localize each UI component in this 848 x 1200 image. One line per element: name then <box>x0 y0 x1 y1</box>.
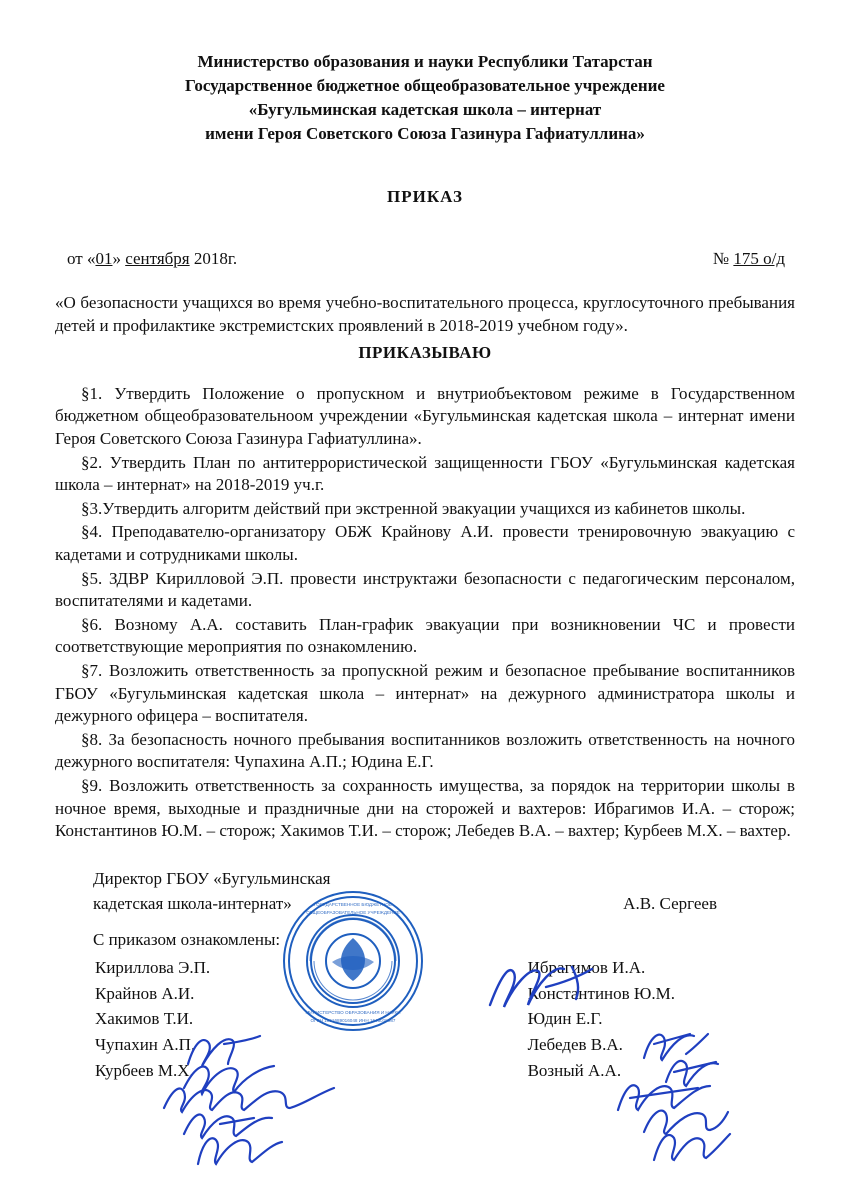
document-body <box>55 383 795 843</box>
list-item: Крайнов А.И. <box>95 983 195 1003</box>
document-number <box>713 249 785 269</box>
order-item: §6. Возному А.А. составить План-график эвакуации при возникновении ЧС и провести соответствующие мероприятия по ознакомлению. <box>55 614 795 657</box>
signature-block <box>55 867 795 1084</box>
acknowledgement-label: С приказом ознакомлены: <box>93 930 281 950</box>
order-item: §3.Утвердить алгоритм действий при экстренной эвакуации учащихся из кабинетов школы. <box>81 498 746 518</box>
list-item: Чупахин А.П. <box>95 1035 196 1055</box>
signature-khakimov <box>158 1078 348 1118</box>
number-value: 175 о/д <box>733 248 785 268</box>
command-word: ПРИКАЗЫВАЮ <box>358 342 492 362</box>
date-quote: » <box>112 248 121 268</box>
acknowledgement-left-column <box>55 955 210 1084</box>
list-item: Лебедев В.А. <box>527 1035 623 1055</box>
order-item: §1. Утвердить Положение о пропускном и внутриобъектовом режиме в Государственном бюджетном общеобразовательноом учреждении «Бугульминская кадетская школа – интернат имени Героя Советского Союза Газинура Гафиатуллина». <box>55 383 795 448</box>
director-title-part-2: кадетская школа-интернат» <box>93 893 292 913</box>
header-line-1: Министерство образования и науки Республики Татарстан <box>197 52 653 71</box>
order-item: §2. Утвердить План по антитеррористической защищенности ГБОУ «Бугульминская кадетская школа – интернат» на 2018-2019 уч.г. <box>55 452 795 495</box>
date-and-number-row <box>55 249 795 269</box>
acknowledgement-columns <box>55 955 795 1084</box>
svg-text:ГОСУДАРСТВЕННОЕ БЮДЖЕТНОЕ: ГОСУДАРСТВЕННОЕ БЮДЖЕТНОЕ <box>313 902 393 907</box>
list-item: Кириллова Э.П. <box>95 957 211 977</box>
header-line-3: «Бугульминская кадетская школа – интернат <box>248 100 602 120</box>
document-subject: «О безопасности учащихся во время учебно-воспитательного процесса, круглосуточного пребывания детей и профилактике экстремистских проявлений в 2018-2019 учебном году». <box>55 292 795 335</box>
svg-text:МИНИСТЕРСТВО ОБРАЗОВАНИЯ И НАУ: МИНИСТЕРСТВО ОБРАЗОВАНИЯ И НАУКИ <box>305 1010 401 1015</box>
header-line-4: имени Героя Советского Союза Газинура Гафиатуллина» <box>205 124 645 144</box>
director-name: А.В. Сергеев <box>623 893 717 913</box>
list-item: Возный А.А. <box>527 1061 622 1081</box>
list-item: Константинов Ю.М. <box>527 983 675 1003</box>
header-line-2: Государственное бюджетное общеобразовательное учреждение <box>185 76 665 96</box>
svg-text:ОБЩЕОБРАЗОВАТЕЛЬНОЕ УЧРЕЖДЕНИЕ: ОБЩЕОБРАЗОВАТЕЛЬНОЕ УЧРЕЖДЕНИЕ <box>306 910 400 915</box>
signature-vozny <box>646 1126 736 1168</box>
order-item: §9. Возложить ответственность за сохранность имущества, за порядок на территории школы в ночное время, выходные и праздничные дни на сторожей и вахтеров: Ибрагимов И.А. – сторож; Константинов Ю.М. – сторож; Хакимов Т.И. – сторож; Лебедев В.А. – вахтер; Курбеев М.Х. – вахтер. <box>55 776 795 841</box>
order-item: §7. Возложить ответственность за пропускной режим и безопасное пребывание воспитанников ГБОУ «Бугульминская кадетская школа – интернат» на дежурного администратора школы и дежурного офицера – воспитателя. <box>55 661 795 726</box>
signature-chupakhin <box>176 1104 286 1144</box>
number-label: № <box>712 248 730 268</box>
list-item: Юдин Е.Г. <box>527 1009 603 1029</box>
order-title: ПРИКАЗ <box>387 186 463 206</box>
order-item: §4. Преподавателю-организатору ОБЖ Крайнову А.И. провести тренировочную эвакуацию с кадетами и сотрудниками школы. <box>55 522 795 564</box>
list-item: Ибрагимов И.А. <box>527 957 646 977</box>
director-title-part-1: Директор ГБОУ «Бугульминская <box>93 868 331 888</box>
document-date <box>67 249 237 269</box>
svg-text:ОГРН 1051689016048 ИНН 1645019: ОГРН 1051689016048 ИНН 1645019987 <box>310 1018 396 1023</box>
director-title-line-2 <box>55 892 795 917</box>
signature-kurbeev <box>190 1130 290 1170</box>
list-item: Курбеев М.Х. <box>95 1061 194 1081</box>
signature-lebedev <box>636 1100 736 1142</box>
list-item: Хакимов Т.И. <box>95 1009 194 1029</box>
order-item: §5. ЗДВР Кирилловой Э.П. провести инструктажи безопасности с педагогическим персоналом, воспитателями и кадетами. <box>55 568 795 611</box>
date-prefix: от « <box>67 248 96 268</box>
date-year: 2018г. <box>193 248 238 268</box>
director-title-line-1 <box>55 867 795 892</box>
date-month: сентября <box>125 248 190 268</box>
acknowledgement-right-column <box>528 955 795 1084</box>
document-content <box>55 50 795 1084</box>
document-header <box>55 50 795 147</box>
date-day: 01 <box>95 248 113 268</box>
order-item: §8. За безопасность ночного пребывания воспитанников возложить ответственность на ночного дежурного воспитателя: Чупахина А.П.; Юдина Е.Г. <box>55 729 795 772</box>
